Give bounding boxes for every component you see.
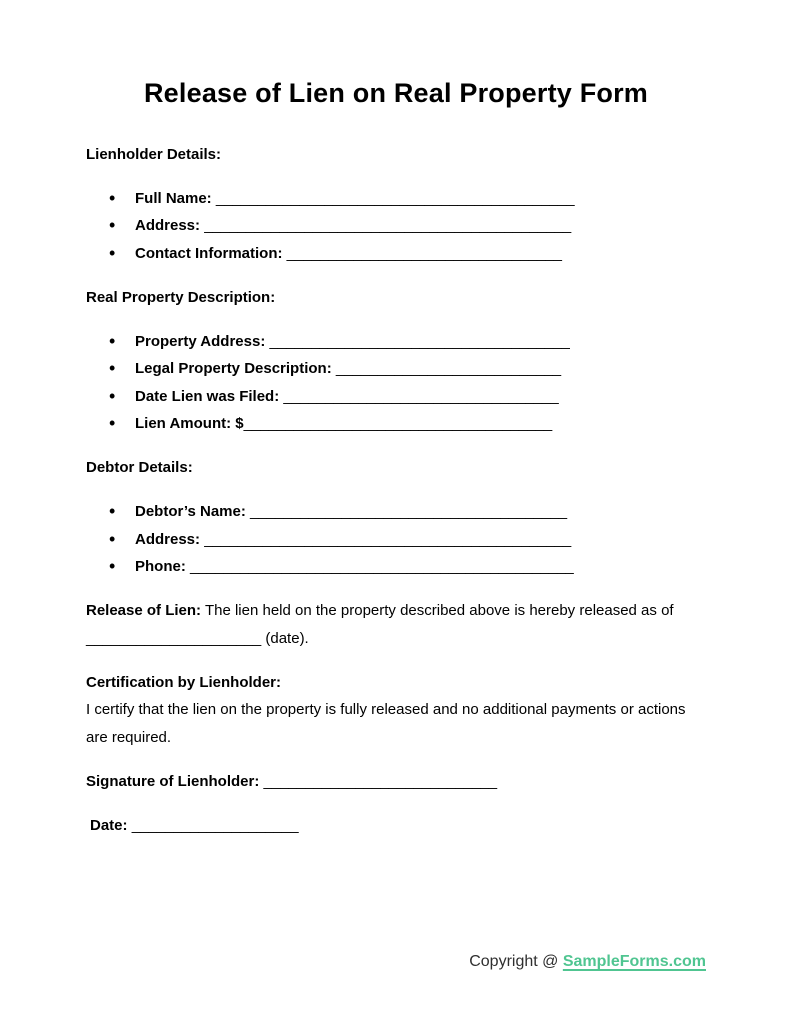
field-full-name	[86, 185, 706, 213]
field-debtor-phone	[86, 553, 706, 581]
field-label: Address:	[135, 217, 201, 234]
blank-line: ____________________________________________	[204, 530, 572, 548]
page-title: Release of Lien on Real Property Form	[143, 78, 649, 108]
blank-line: ___________________________________________	[215, 189, 575, 207]
field-label: Date Lien was Filed:	[135, 387, 280, 405]
field-label: Debtor’s Name:	[135, 503, 246, 520]
field-label: Property Address:	[135, 332, 266, 350]
footer	[469, 950, 706, 974]
field-label: Phone:	[135, 558, 186, 575]
signature-label: Signature of Lienholder:	[86, 772, 260, 790]
release-date-blank: _____________________	[86, 629, 262, 647]
field-property-address	[86, 328, 706, 356]
sampleforms-link[interactable]: SampleForms.com	[562, 953, 706, 970]
field-lienholder-address	[86, 212, 706, 240]
certification-heading: Certification by Lienholder:	[86, 673, 282, 691]
field-lien-amount	[86, 410, 706, 438]
date-blank: ____________________	[131, 816, 299, 834]
debtor-details-list	[86, 498, 706, 581]
date-line	[86, 812, 706, 840]
lienholder-details-list	[86, 185, 706, 268]
field-label: Full Name:	[135, 189, 212, 207]
property-description-heading: Real Property Description:	[86, 288, 276, 306]
blank-line: ____________________________________________	[204, 217, 572, 234]
release-label: Release of Lien:	[86, 602, 202, 619]
release-suffix: (date).	[265, 629, 309, 647]
date-label: Date:	[90, 816, 128, 834]
field-label: Lien Amount: $	[135, 415, 244, 432]
copyright-text: Copyright @	[469, 953, 559, 970]
blank-line: _________________________________	[283, 387, 559, 405]
field-date-lien-filed	[86, 383, 706, 411]
certification-paragraph	[86, 669, 706, 752]
blank-line: ___________________________	[335, 360, 562, 377]
field-contact-information	[86, 240, 706, 268]
field-label: Legal Property Description:	[135, 360, 332, 377]
field-label: Contact Information:	[135, 244, 283, 262]
debtor-details-heading: Debtor Details:	[86, 459, 193, 476]
field-label: Address:	[135, 530, 201, 548]
lienholder-details-heading: Lienholder Details:	[86, 145, 222, 163]
property-description-list	[86, 328, 706, 438]
release-text: The lien held on the property described above is hereby released as of	[204, 602, 674, 619]
blank-line: _________________________________	[286, 244, 562, 262]
blank-line: _____________________________________	[243, 415, 553, 432]
field-legal-description	[86, 355, 706, 383]
certification-text: I certify that the lien on the property is fully released and no additional payments or actions are required.	[86, 701, 686, 746]
blank-line: ______________________________________________	[190, 558, 574, 575]
blank-line: ______________________________________	[250, 503, 568, 520]
blank-line: ____________________________________	[269, 332, 570, 350]
field-debtor-name	[86, 498, 706, 526]
field-debtor-address	[86, 526, 706, 554]
signature-blank: ____________________________	[263, 772, 498, 790]
release-of-lien-paragraph	[86, 597, 706, 652]
signature-line	[86, 768, 706, 796]
